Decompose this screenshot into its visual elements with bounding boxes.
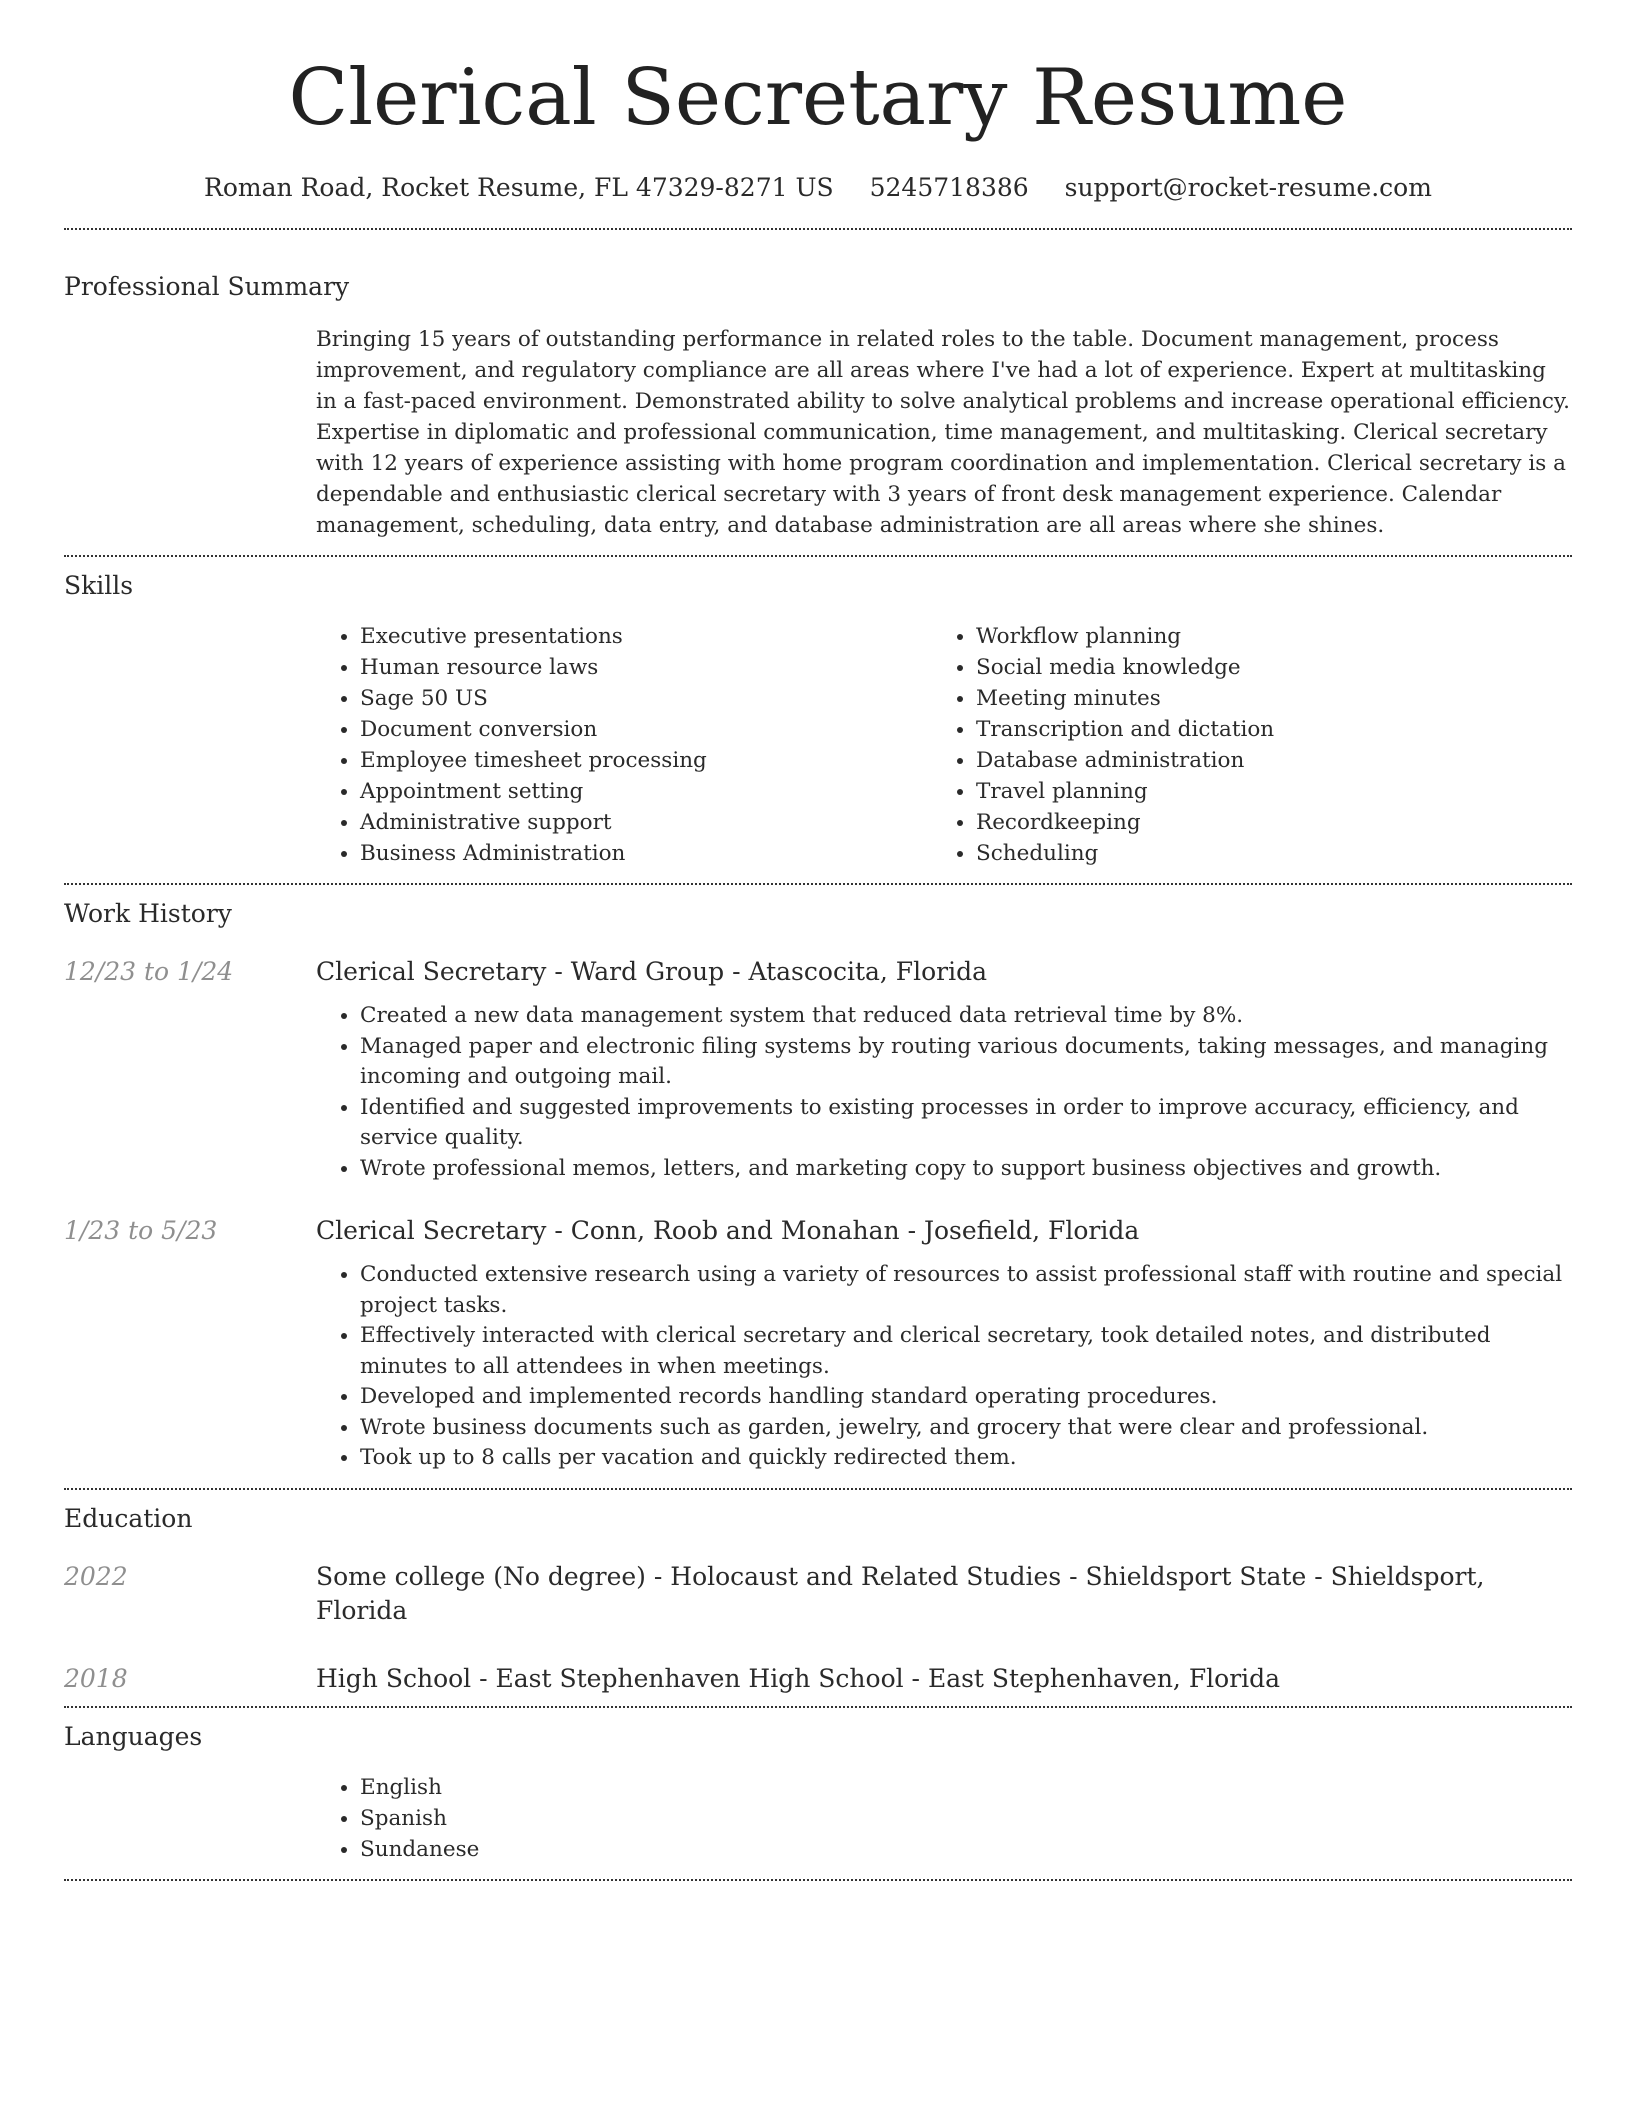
- summary-heading: Professional Summary: [64, 272, 350, 301]
- resume-page: [64, 0, 1572, 1881]
- section-divider: [64, 555, 1572, 557]
- language-item: • Spanish: [360, 1803, 1572, 1834]
- skill-item: • Social media knowledge: [976, 652, 1548, 683]
- language-item: • English: [360, 1772, 1572, 1803]
- education-year: 2022: [64, 1561, 128, 1591]
- skill-item: • Employee timesheet processing: [360, 745, 932, 776]
- section-divider: [64, 228, 1572, 230]
- skill-item: • Business Administration: [360, 838, 932, 869]
- skill-item: • Document conversion: [360, 714, 932, 745]
- job-body: [316, 955, 1572, 1184]
- skill-item: • Meeting minutes: [976, 683, 1548, 714]
- language-item: • Sundanese: [360, 1834, 1572, 1865]
- languages-list: [316, 1772, 1572, 1865]
- skill-item: • Scheduling: [976, 838, 1548, 869]
- job-bullet: • Wrote professional memos, letters, and marketing copy to support business objectives and growth.: [360, 1154, 1572, 1185]
- section-divider: [64, 1706, 1572, 1708]
- education-text: Some college (No degree) - Holocaust and Related Studies - Shieldsport State - Shieldsport, Florida: [316, 1561, 1485, 1625]
- page-title: Clerical Secretary Resume: [288, 53, 1348, 143]
- education-text: High School - East Stephenhaven High School - East Stephenhaven, Florida: [316, 1663, 1281, 1693]
- job-bullet: • Developed and implemented records handling standard operating procedures.: [360, 1382, 1572, 1413]
- job-body: [316, 1214, 1572, 1474]
- education-heading: Education: [64, 1503, 193, 1533]
- skills-column-left: [316, 621, 932, 869]
- job-dates: 12/23 to 1/24: [64, 957, 234, 986]
- skill-item: • Human resource laws: [360, 652, 932, 683]
- work-history-heading: Work History: [64, 899, 232, 928]
- job-bullets: [316, 1260, 1572, 1474]
- skills-heading: Skills: [64, 571, 134, 600]
- skill-item: • Workflow planning: [976, 621, 1548, 652]
- job-title: Clerical Secretary - Ward Group - Atascocita, Florida: [316, 957, 988, 986]
- skill-item: • Recordkeeping: [976, 807, 1548, 838]
- education-entry: [64, 1560, 1572, 1628]
- contact-line: [64, 170, 1572, 206]
- skill-item: • Executive presentations: [360, 621, 932, 652]
- education-entry: [64, 1662, 1572, 1696]
- job-bullet: • Effectively interacted with clerical secretary and clerical secretary, took detailed notes, and distributed minutes to all attendees in when meetings.: [360, 1321, 1572, 1382]
- job-entry: [64, 1214, 1572, 1474]
- skill-item: • Sage 50 US: [360, 683, 932, 714]
- section-divider: [64, 1879, 1572, 1881]
- job-title: Clerical Secretary - Conn, Roob and Monahan - Josefield, Florida: [316, 1216, 1140, 1245]
- skill-item: • Appointment setting: [360, 776, 932, 807]
- job-bullet: • Conducted extensive research using a variety of resources to assist professional staff with routine and special project tasks.: [360, 1260, 1572, 1321]
- skills-grid: [316, 621, 1572, 869]
- contact-email: support@rocket-resume.com: [1064, 173, 1432, 202]
- skill-item: • Administrative support: [360, 807, 932, 838]
- languages-heading: Languages: [64, 1721, 203, 1751]
- education-year: 2018: [64, 1663, 128, 1693]
- job-bullet: • Identified and suggested improvements to existing processes in order to improve accuracy, efficiency, and service quality.: [360, 1093, 1572, 1154]
- skills-column-right: [932, 621, 1548, 869]
- summary-text: Bringing 15 years of outstanding performance in related roles to the table. Document management, process improvement, and regulatory compliance are all areas where I've had a lot of experience. Expert at multitasking in a fast-paced environment. Demonstrated ability to solve analytical problems and increase operational efficiency. Expertise in diplomatic and professional communication, time management, and multitasking. Clerical secretary with 12 years of experience assisting with home program coordination and implementation. Clerical secretary is a dependable and enthusiastic clerical secretary with 3 years of front desk management experience. Calendar management, scheduling, data entry, and database administration are all areas where she shines.: [316, 327, 1570, 538]
- job-bullet: • Managed paper and electronic filing systems by routing various documents, taking messages, and managing incoming and outgoing mail.: [360, 1032, 1572, 1093]
- job-dates: 1/23 to 5/23: [64, 1216, 218, 1245]
- contact-address: Roman Road, Rocket Resume, FL 47329-8271 US: [204, 173, 834, 202]
- job-bullet: • Wrote business documents such as garden, jewelry, and grocery that were clear and professional.: [360, 1413, 1572, 1444]
- skill-item: • Transcription and dictation: [976, 714, 1548, 745]
- section-divider: [64, 883, 1572, 885]
- job-bullet: • Took up to 8 calls per vacation and quickly redirected them.: [360, 1443, 1572, 1474]
- contact-phone: 5245718386: [869, 173, 1029, 202]
- skill-item: • Travel planning: [976, 776, 1548, 807]
- job-bullets: [316, 1001, 1572, 1184]
- job-bullet: • Created a new data management system that reduced data retrieval time by 8%.: [360, 1001, 1572, 1032]
- section-divider: [64, 1488, 1572, 1490]
- skill-item: • Database administration: [976, 745, 1548, 776]
- job-entry: [64, 955, 1572, 1184]
